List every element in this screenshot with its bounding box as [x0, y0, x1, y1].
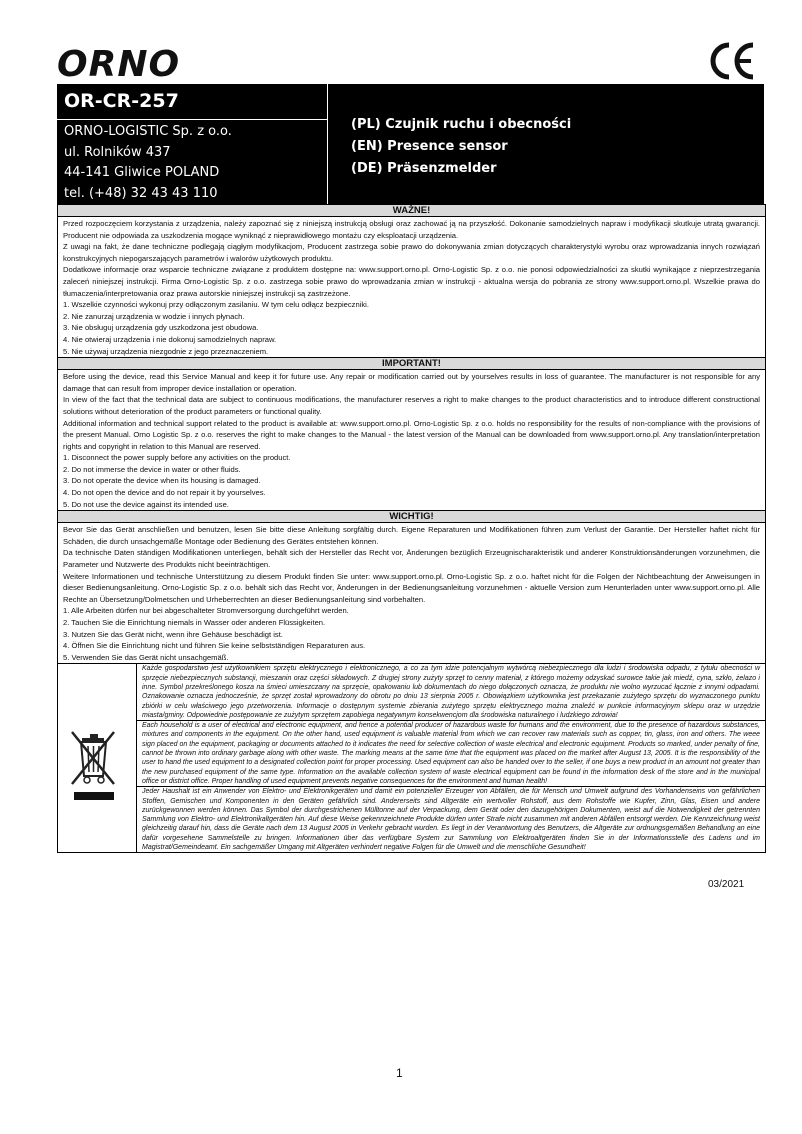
company-city: 44-141 Gliwice POLAND — [64, 165, 220, 180]
safety-list — [63, 452, 760, 510]
header-left — [57, 84, 328, 204]
list-item: 1. Disconnect the power supply before any activities on the product. — [63, 453, 291, 463]
paragraph: Przed rozpoczęciem korzystania z urządzenia, należy zapoznać się z niniejszą instrukcją obsługi oraz zachować ją na przyszłość. Dokonanie samodzielnych napraw i modyfikacji skutkuje utratą gwarancji. Producent nie odpowiada za uszkodzenia mogące wyniknąć z nieprawidłowego montażu czy eksploatacji urządzenia. — [63, 219, 760, 240]
model-number: OR-CR-257 — [64, 90, 179, 112]
list-item: 2. Do not immerse the device in water or other fluids. — [63, 464, 241, 474]
list-item: 5. Verwenden Sie das Gerät nicht unsachgemäß. — [63, 652, 229, 662]
list-item: 1. Alle Arbeiten dürfen nur bei abgeschalteter Stromversorgung durchgeführt werden. — [63, 606, 349, 616]
page-number: 1 — [396, 1066, 403, 1080]
list-item: 3. Nie obsługuj urządzenia gdy uszkodzona jest obudowa. — [63, 323, 259, 333]
company-street: ul. Rolników 437 — [64, 145, 171, 160]
svg-text:ORNO: ORNO — [57, 44, 181, 82]
product-name-pl: (PL) Czujnik ruchu i obecności — [351, 117, 572, 132]
revision-date: 03/2021 — [708, 879, 745, 890]
list-item: 4. Do not open the device and do not repair it by yourselves. — [63, 488, 266, 498]
paragraph: Bevor Sie das Gerät anschließen und benutzen, lesen Sie bitte diese Anleitung sorgfältig durch. Eigene Reparaturen und Modifikationen führen zum Verlust der Garantie. Der Hersteller haftet nicht für Schäden, die durch unsachgemäße Montage oder Bedienung des Gerätes entstehen können. — [63, 525, 760, 546]
section-body — [58, 217, 765, 357]
list-item: 4. Nie otwieraj urządzenia i nie dokonuj samodzielnych napraw. — [63, 334, 277, 344]
list-item: 4. Öffnen Sie die Einrichtung nicht und führen Sie keine selbstständigen Reparaturen aus. — [63, 641, 366, 651]
weee-icon-cell — [58, 664, 137, 852]
paragraph: Z uwagi na fakt, że dane techniczne podlegają ciągłym modyfikacjom, Producent zastrzega sobie prawo do dokonywania zmian dotyczących charakterystyki wyrobu oraz wprowadzania innych rozwiązań konstrukcyjnych niepogarszających parametrów i walorów użytkowych produktu. — [63, 242, 760, 263]
product-name-de: (DE) Präsenzmelder — [351, 161, 497, 176]
list-item: 2. Tauchen Sie die Einrichtung niemals in Wasser oder anderen Flüssigkeiten. — [63, 618, 326, 627]
section-pl — [58, 204, 765, 357]
list-item: 5. Nie używaj urządzenia niezgodnie z jego przeznaczeniem. — [63, 346, 269, 356]
list-item: 3. Nutzen Sie das Gerät nicht, wenn ihre Gehäuse beschädigt ist. — [63, 629, 283, 639]
company-name: ORNO-LOGISTIC Sp. z o.o. — [64, 124, 232, 139]
weee-section — [58, 663, 765, 852]
section-heading: WAŻNE! — [58, 204, 765, 217]
section-body — [58, 370, 765, 510]
paragraph: Weitere Informationen und technische Unterstützung zu diesem Produkt finden Sie unter: www.support.orno.pl. Orno-Logistic Sp. z o.o. haftet nicht für die Folgen der Nichtbeachtung der Anweisungen in dieser Bedienungsanleitung. Orno-Logistic Sp. z o.o. behält sich das Recht vor, Änderungen in der Bedienungsanleitung vorzunehmen - aktuelle Version zum Herunterladen unter www.support.orno.pl. Alle Rechte an Übersetzung/Dolmetschen und Urheberrechten an dieser Bedienungsanleitung sind vorbehalten. — [63, 571, 760, 604]
paragraph: Dodatkowe informacje oraz wsparcie techniczne związane z produktem dostępne na: www.support.orno.pl. Orno-Logistic Sp. z o.o. nie ponosi odpowiedzialności za skutki wynikające z nieprzestrzegania zaleceń niniejszej instrukcji. Firma Orno-Logistic Sp. z o.o. zastrzega sobie prawo do wprowadzania zmian w instrukcji - aktualna wersja do pobrania ze strony www.support.orno.pl. Wszelkie prawa do tłumaczenia/interpretowania oraz prawa autorskie niniejszej instrukcji są zastrzeżone. — [63, 265, 760, 298]
paragraph: Before using the device, read this Service Manual and keep it for future use. Any repair or modification carried out by yourselves results in loss of guarantee. The manufacturer is not responsible for any damage that can result from improper device installation or operation. — [63, 372, 760, 393]
crossed-bin-icon — [68, 726, 120, 806]
paragraph: Additional information and technical support related to the product is available at: www.support.orno.pl. Orno-Logistic Sp. z o.o. holds no responsibility for the results of non-compliance with the provisions of the present Manual. Orno Logistic Sp. z o.o. reserves the right to make changes to the Manual - the latest version of the Manual can be downloaded from www.support.orno.pl. Any translation/interpretation rights and copyright in relation to this Manual are reserved. — [63, 418, 760, 451]
list-item: 3. Do not operate the device when its housing is damaged. — [63, 476, 261, 486]
section-heading: IMPORTANT! — [58, 357, 765, 370]
safety-content — [57, 204, 766, 853]
product-names — [351, 114, 571, 180]
list-item: 2. Nie zanurzaj urządzenia w wodzie i innych płynach. — [63, 311, 245, 321]
section-de — [58, 510, 765, 663]
list-item: 1. Wszelkie czynności wykonuj przy odłączonym zasilaniu. W tym celu odłącz bezpieczniki. — [63, 300, 369, 310]
weee-paragraph-pl: Każde gospodarstwo jest użytkownikiem sprzętu elektrycznego i elektronicznego, a co za tym idzie potencjalnym wytwórcą niebezpiecznego dla ludzi i środowiska odpadu, z tytułu obecności w sprzęcie niebezpiecznych substancji, mieszanin oraz części składowych. Z drugiej strony zużyty sprzęt to cenny materiał, z którego możemy odzyskać surowce takie jak miedź, cyna, szkło, żelazo i inne. Symbol przekreślonego kosza na śmieci umieszczany na sprzęcie, opakowaniu lub dokumentach do niego dołączonych oznacza, że produktu nie wolno wyrzucać łącznie z innymi odpadami. Oznakowanie oznacza jednocześnie, że sprzęt został wprowadzony do obrotu po dniu 13 sierpnia 2005 r. Obowiązkiem użytkownika jest przekazanie zużytego sprzętu do wyznaczonego punktu zbiórki w celu właściwego jego przetworzenia. Informacje o dostępnym systemie zbierania zużytego sprzętu elektrycznego można znaleźć w punkcie informacyjnym sklepu oraz w urzędzie miasta/gminy. Odpowiednie postępowanie ze zużytym sprzętem zapobiega negatywnym konsekwencjom dla środowiska naturalnego i ludzkiego zdrowia! — [137, 664, 765, 721]
paragraph: In view of the fact that the technical data are subject to continuous modifications, the manufacturer reserves a right to make changes to the product characteristics and to introduce different constructional solutions without deterioration of the product parameters or functional quality. — [63, 395, 760, 416]
list-item: 5. Do not use the device against its intended use. — [63, 499, 229, 509]
paragraph: Da technische Daten ständigen Modifikationen unterliegen, behält sich der Hersteller das Recht vor, Änderungen bezüglich Erzeugnischarakteristik und anderer Konstruktionsänderungen vorzunehmen, die Parameter und Nutzwerte des Produkts nicht beeinträchtigen. — [63, 548, 760, 570]
safety-list — [63, 605, 760, 663]
section-heading: WICHTIG! — [58, 510, 765, 523]
safety-list — [63, 299, 760, 357]
weee-text — [137, 664, 765, 852]
ce-mark-icon — [707, 40, 757, 82]
product-name-en: (EN) Presence sensor — [351, 139, 508, 154]
weee-paragraph-en: Each household is a user of electrical and electronic equipment, and hence a potential producer of hazardous waste for humans and the environment, due to the presence of hazardous substances, mixtures and components in the equipment. On the other hand, used equipment is valuable material from which we can recover raw materials such as copper, tin, glass, iron and others. The weee sign placed on the equipment, packaging or documents attached to it indicates the need for selective collection of waste electrical and electronic equipment. Products so marked, under penalty of fine, cannot be thrown into ordinary garbage along with other waste. The marking means at the same time that the equipment was placed on the market after August 13, 2005. It is the responsibility of the user to hand the used equipment to a designated collection point for proper processing. Used equipment can also be handed over to the seller, if one buys a new product in an amount not greater than the new purchased equipment of the same type. Information on the available collection system of waste electrical equipment can be found in the information desk of the store and in the municipal office or district office. Proper handling of used equipment prevents negative consequences for the environment and human health! — [137, 721, 765, 787]
orno-logo — [57, 44, 193, 82]
section-body — [58, 523, 765, 663]
header-block — [57, 84, 764, 204]
weee-paragraph-de: Jeder Haushalt ist ein Anwender von Elektro- und Elektronikgeräten und damit ein potenzieller Erzeuger von Abfällen, die für Mensch und Umwelt aufgrund des Vorhandenseins von gefährlichen Stoffen, Gemischen und Komponenten in den Geräten gefährlich sind. Andererseits sind Altgeräte ein wertvoller Rohstoff, aus dem Rohstoffe wie Kupfer, Zinn, Glas, Eisen und andere zurückgewonnen werden können. Das Symbol der durchgestrichenen Mülltonne auf der Verpackung, dem Gerät oder den dazugehörigen Dokumenten, weist auf die Notwendigkeit der getrennten Sammlung von Elektro- und Elektronikaltgeräten hin. Auf diese Weise gekennzeichnete Produkte dürfen unter Strafe nicht zusammen mit anderen Abfällen entsorgt werden. Die Kennzeichnung weist gleichzeitig darauf hin, dass die Geräte nach dem 13 August 2005 in Verkehr gebracht wurden. Es liegt in der Verantwortung des Benutzers, die Altgeräte zur ordnungsgemäßen Behandlung an eine dafür vorgesehene Sammelstelle zu bringen. Informationen über das verfügbare System zur Sammlung von Elektroaltgeräten finden Sie in der Informationsstelle des Ladens und im Magistrat/Gemeindeamt. Ein sachgemäßer Umgang mit Altgeräten verhindert negative Folgen für die Umwelt und die menschliche Gesundheit! — [142, 788, 760, 852]
header-divider — [57, 119, 327, 120]
company-phone: tel. (+48) 32 43 43 110 — [64, 186, 218, 201]
section-en — [58, 357, 765, 510]
